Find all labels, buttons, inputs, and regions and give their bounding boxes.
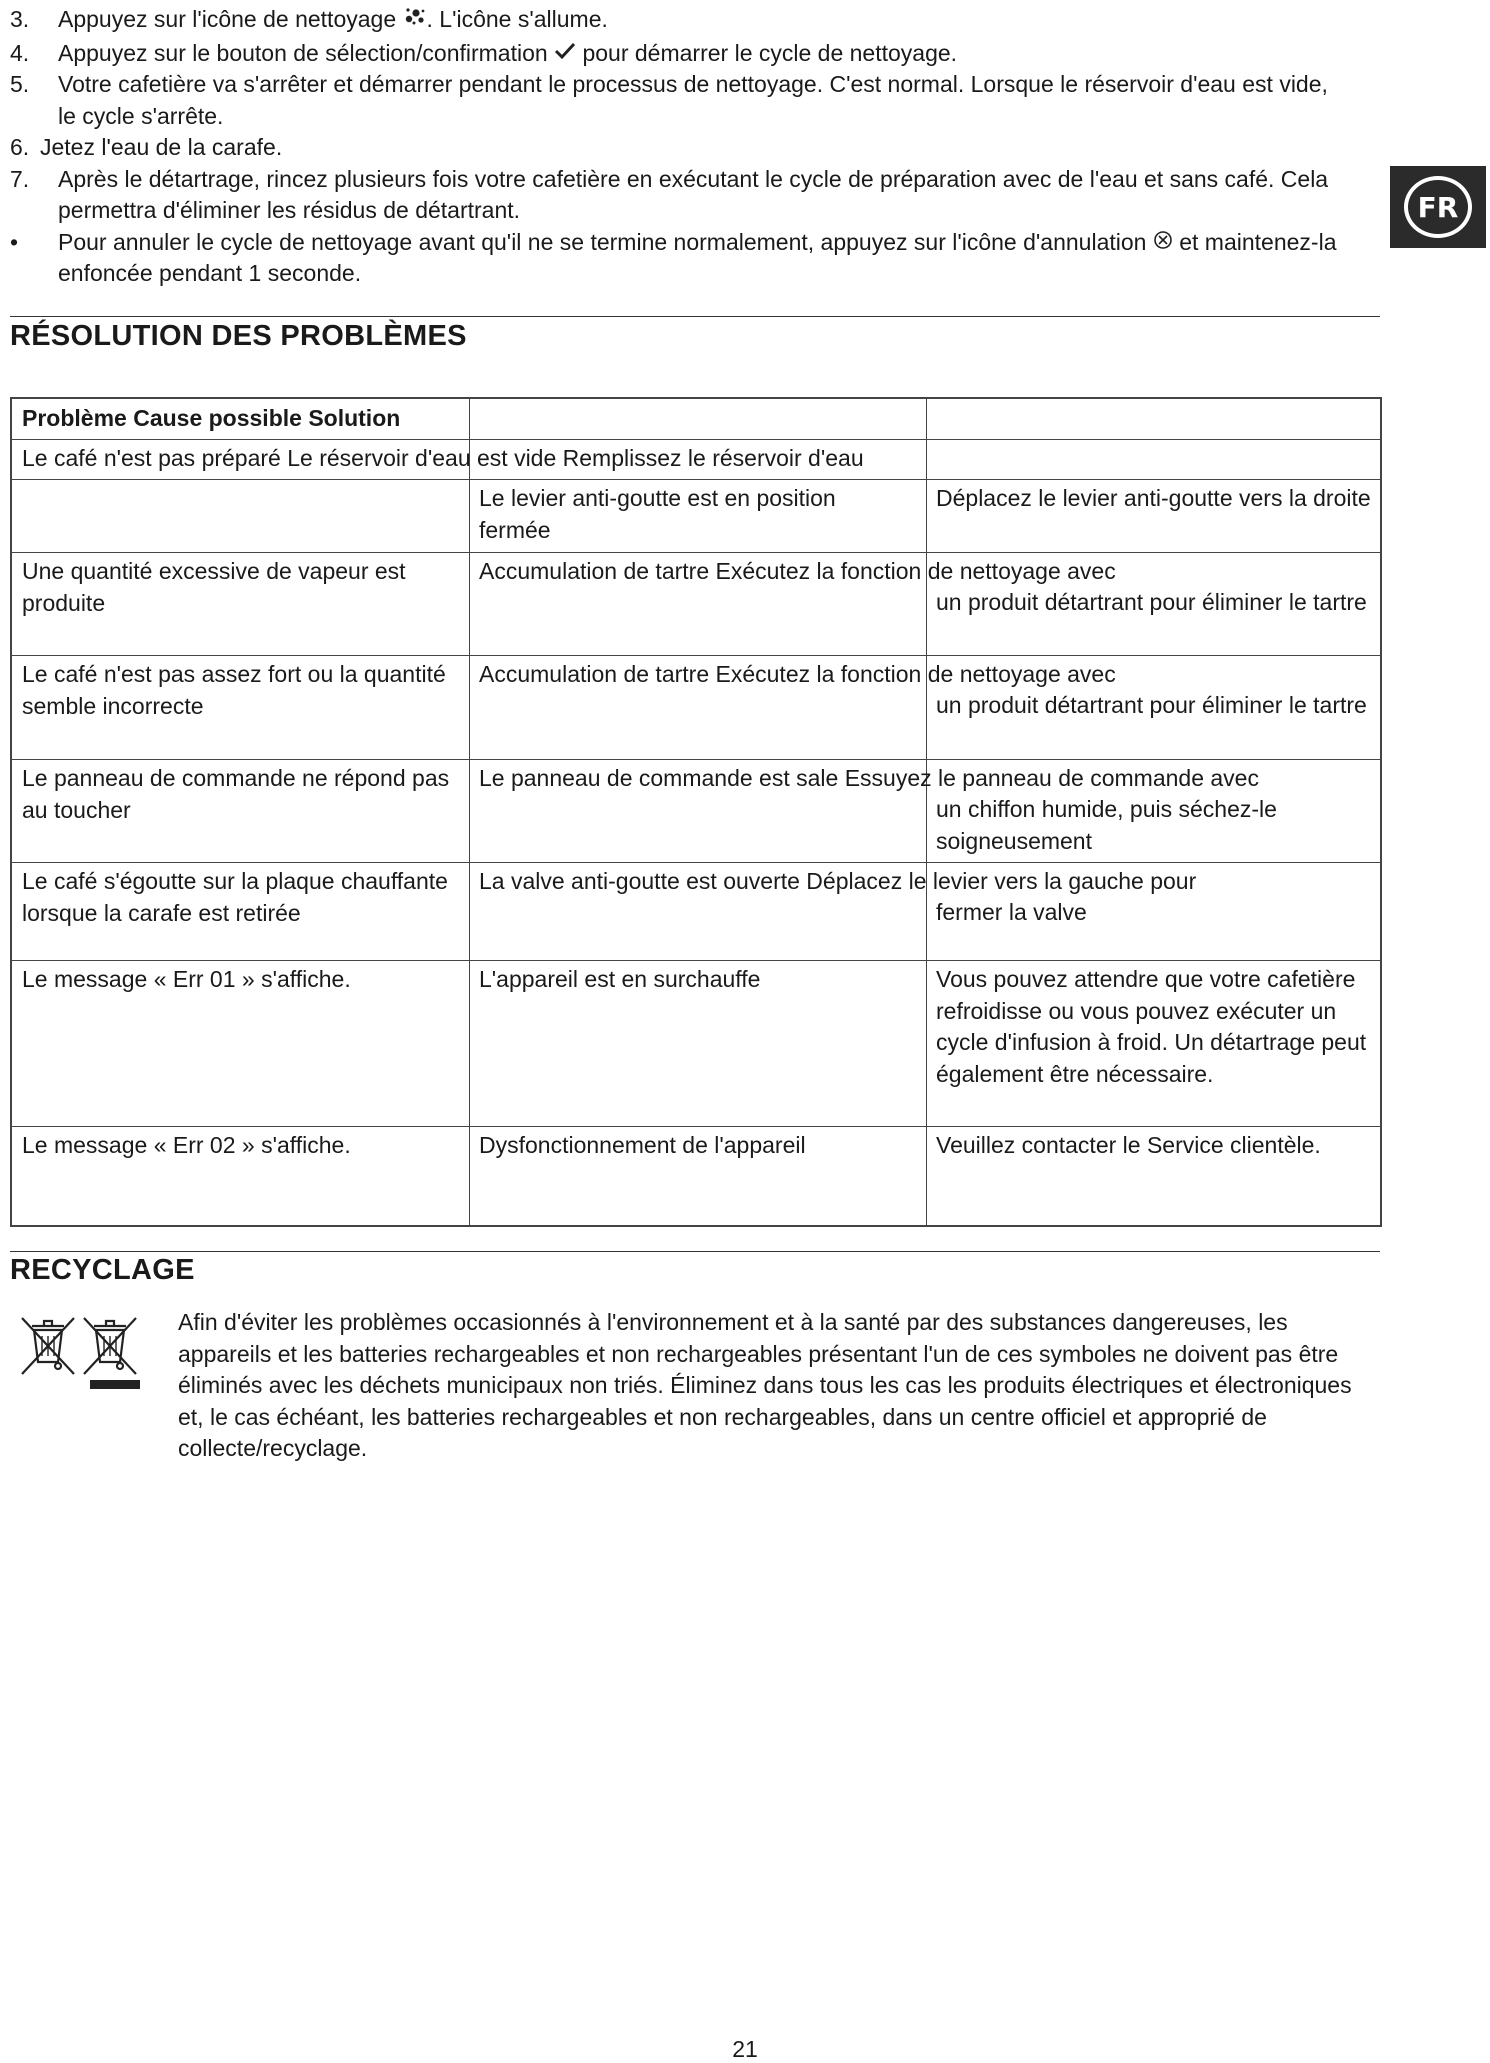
cancel-icon (1153, 229, 1173, 255)
solution-cell: un produit détartrant pour éliminer le tartre (936, 692, 1367, 718)
step-5: 5. Votre cafetière va s'arrêter et démarrer pendant le processus de nettoyage. C'est normal. Lorsque le réservoir d'eau est vide, le cycle s'arrête. (10, 71, 1328, 129)
page-number: 21 (732, 2036, 758, 2062)
crossed-out-wheeled-bin-icon (18, 1312, 148, 1392)
solution-cell: fermer la valve (936, 899, 1087, 925)
solution-cell: Vous pouvez attendre que votre cafetière refroidisse ou vous pouvez exécuter un cycle d'infusion à froid. Un détartrage peut également être nécessaire. (936, 966, 1367, 1087)
cause-cell: L'appareil est en surchauffe (479, 966, 761, 992)
cleaning-steps-list (10, 4, 1350, 290)
troubleshooting-heading: RÉSOLUTION DES PROBLÈMES (10, 320, 467, 352)
troubleshooting-table (10, 397, 1382, 1227)
table-row-merged: Le café n'est pas préparé Le réservoir d'eau est vide Remplissez le réservoir d'eau (22, 445, 864, 471)
problem-cell: Le café s'égoutte sur la plaque chauffante lorsque la carafe est retirée (22, 868, 448, 926)
problem-cell: Le message « Err 01 » s'affiche. (22, 966, 351, 992)
cause-cell: Le levier anti-goutte est en position fermée (479, 485, 836, 543)
step-3: 3. Appuyez sur l'icône de nettoyage . L'icône s'allume. (10, 6, 608, 32)
solution-cell: un produit détartrant pour éliminer le tartre (936, 589, 1367, 615)
table-header: Problème Cause possible Solution (22, 405, 401, 431)
check-icon (554, 40, 576, 66)
cleaning-icon (403, 10, 427, 32)
cause-solution-merged-cell: Accumulation de tartre Exécutez la fonction de nettoyage avec (479, 661, 1116, 687)
cause-cell: Dysfonctionnement de l'appareil (479, 1132, 806, 1158)
recycling-heading: RECYCLAGE (10, 1254, 195, 1286)
section-divider (10, 1251, 1380, 1252)
solution-cell: Veuillez contacter le Service clientèle. (936, 1132, 1321, 1158)
language-badge-label: FR (1404, 176, 1472, 238)
problem-cell: Le café n'est pas assez fort ou la quantité semble incorrecte (22, 661, 446, 719)
cause-solution-merged-cell: Le panneau de commande est sale Essuyez le panneau de commande avec (479, 765, 1259, 791)
problem-cell: Le panneau de commande ne répond pas au toucher (22, 765, 450, 823)
problem-cell: Une quantité excessive de vapeur est produite (22, 558, 406, 616)
problem-cell: Le message « Err 02 » s'affiche. (22, 1132, 351, 1158)
step-4: 4. Appuyez sur le bouton de sélection/confirmation pour démarrer le cycle de nettoyage. (10, 39, 958, 66)
cause-solution-merged-cell: La valve anti-goutte est ouverte Déplacez le levier vers la gauche pour (479, 868, 1197, 894)
step-bullet-cancel: • Pour annuler le cycle de nettoyage avant qu'il ne se termine normalement, appuyez sur l'icône d'annulation et maintenez-la enfoncée pendant 1 seconde. (10, 228, 1337, 286)
language-badge (1390, 166, 1486, 248)
step-6: 6. Jetez l'eau de la carafe. (10, 134, 283, 160)
step-7: 7. Après le détartrage, rincez plusieurs fois votre cafetière en exécutant le cycle de préparation avec de l'eau et sans café. Cela permettra d'éliminer les résidus de détartrant. (10, 165, 1329, 223)
section-divider (10, 316, 1380, 317)
cause-solution-merged-cell: Accumulation de tartre Exécutez la fonction de nettoyage avec (479, 558, 1116, 584)
solution-cell: un chiffon humide, puis séchez-le soigneusement (936, 796, 1277, 854)
solution-cell: Déplacez le levier anti-goutte vers la droite (936, 485, 1371, 511)
recycling-paragraph: Afin d'éviter les problèmes occasionnés à l'environnement et à la santé par des substances dangereuses, les appareils et les batteries rechargeables et non rechargeables présentant l'un de ces symboles ne doivent pas être éliminés avec les déchets municipaux non triés. Éliminez dans tous les cas les produits électriques et électroniques et, le cas échéant, les batteries rechargeables et non rechargeables, dans un centre officiel et approprié de collecte/recyclage. (178, 1309, 1352, 1461)
